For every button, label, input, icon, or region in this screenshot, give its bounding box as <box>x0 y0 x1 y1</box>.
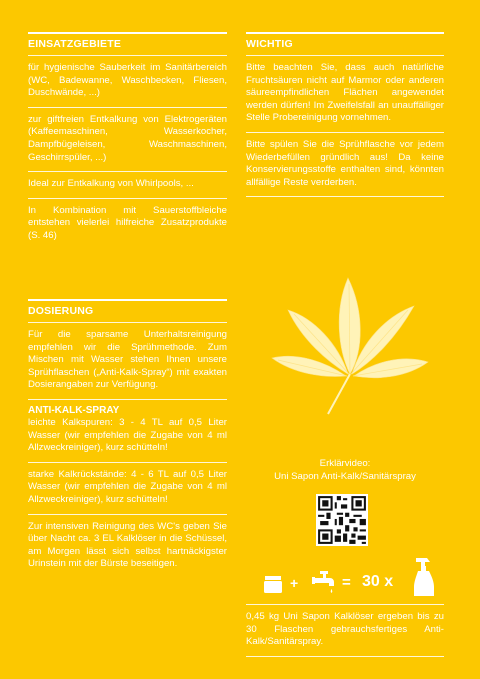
divider <box>246 656 444 657</box>
leaf-icon <box>268 270 432 416</box>
info-section <box>246 604 444 657</box>
starke-kalkrueckstaende-text: starke Kalkrückstände: 4 - 6 TL auf 0,5 Liter Wasser (wir empfehlen die Zugabe von 4 ml Allzweckreiniger), kurz schütteln! <box>28 468 227 505</box>
video-line-1: Erklärvideo: <box>319 458 371 469</box>
plus-sign: + <box>290 575 299 591</box>
tap-icon <box>312 571 336 595</box>
einsatzgebiete-title: EINSATZGEBIETE <box>28 38 122 50</box>
spray-bottle-icon <box>412 556 436 598</box>
dosierung-title: DOSIERUNG <box>28 305 94 317</box>
equals-sign: = <box>342 574 351 591</box>
mixing-formula <box>262 568 442 598</box>
divider <box>28 198 227 199</box>
divider <box>28 171 227 172</box>
wichtig-title: WICHTIG <box>246 38 293 50</box>
leichte-kalkspuren-text: leichte Kalkspuren: 3 - 4 TL auf 0,5 Liter Wasser (wir empfehlen die Zugabe von 4 ml Allzweckreiniger), kurz schütteln! <box>28 416 227 454</box>
wichtig-paragraph-1: Bitte beachten Sie, dass auch natürliche Fruchtsäuren nicht auf Marmor oder anderen säureempfindlichen Flächen angewendet werden dürfen! Im Zweifelsfall an unauffälliger Stelle Probereinigung vornehmen. <box>246 62 444 124</box>
einsatz-paragraph-2: zur giftfreien Entkalkung von Elektrogeräten (Kaffeemaschinen, Wasserkocher, Dampfbügeleisen, Waschmaschinen, Geschirrspüler, ...) <box>28 113 227 163</box>
qr-code-icon[interactable] <box>316 494 368 546</box>
divider <box>246 55 444 56</box>
jar-icon <box>264 576 282 593</box>
wichtig-section <box>246 32 444 197</box>
dosierung-intro: Für die sparsame Unterhaltsreinigung empfehlen wir die Sprühmethode. Zum Mischen mit Wasser stehen Ihnen unsere Sprühflaschen („Anti-Kalk-Spray“) mit exakten Dosierangaben zur Verfügung. <box>28 329 227 391</box>
dosierung-section <box>28 299 227 578</box>
section-rule <box>28 32 227 34</box>
divider <box>28 462 227 463</box>
einsatz-paragraph-3: Ideal zur Entkalkung von Whirlpools, ... <box>28 178 194 190</box>
divider <box>28 399 227 400</box>
einsatzgebiete-section <box>28 32 227 250</box>
wc-reinigung-text: Zur intensiven Reinigung des WC's geben Sie über Nacht ca. 3 EL Kalklöser in die Schüssel, am Morgen lässt sich selbst hartnäckigster Urinstein mit der Bürste beseitigen. <box>28 520 227 570</box>
thirty-times-label: 30 x <box>362 573 394 590</box>
section-rule <box>246 32 444 34</box>
divider <box>246 132 444 133</box>
divider <box>28 107 227 108</box>
erklaervideo-label <box>246 458 444 483</box>
divider <box>246 196 444 197</box>
divider <box>28 514 227 515</box>
divider <box>28 55 227 56</box>
video-line-2: Uni Sapon Anti-Kalk/Sanitärspray <box>274 470 416 482</box>
section-rule <box>28 299 227 301</box>
divider <box>246 604 444 605</box>
divider <box>28 322 227 323</box>
einsatz-paragraph-1: für hygienische Sauberkeit im Sanitärbereich (WC, Badewanne, Waschbecken, Fliesen, Duschwände, ...) <box>28 62 227 99</box>
einsatz-paragraph-4: In Kombination mit Sauerstoffbleiche entstehen vielerlei hilfreiche Zusatzprodukte (S. 46) <box>28 204 227 241</box>
wichtig-paragraph-2: Bitte spülen Sie die Sprühflasche vor jedem Wiederbefüllen gründlich aus! Da keine Konservierungsstoffe enthalten sind, könnten allfällige Reste verderben. <box>246 138 444 188</box>
kalkloeser-yield-text: 0,45 kg Uni Sapon Kalklöser ergeben bis zu 30 Flaschen gebrauchsfertiges Anti-Kalk/Sanitärspray. <box>246 611 444 648</box>
anti-kalk-spray-subtitle: ANTI-KALK-SPRAY <box>28 404 120 416</box>
